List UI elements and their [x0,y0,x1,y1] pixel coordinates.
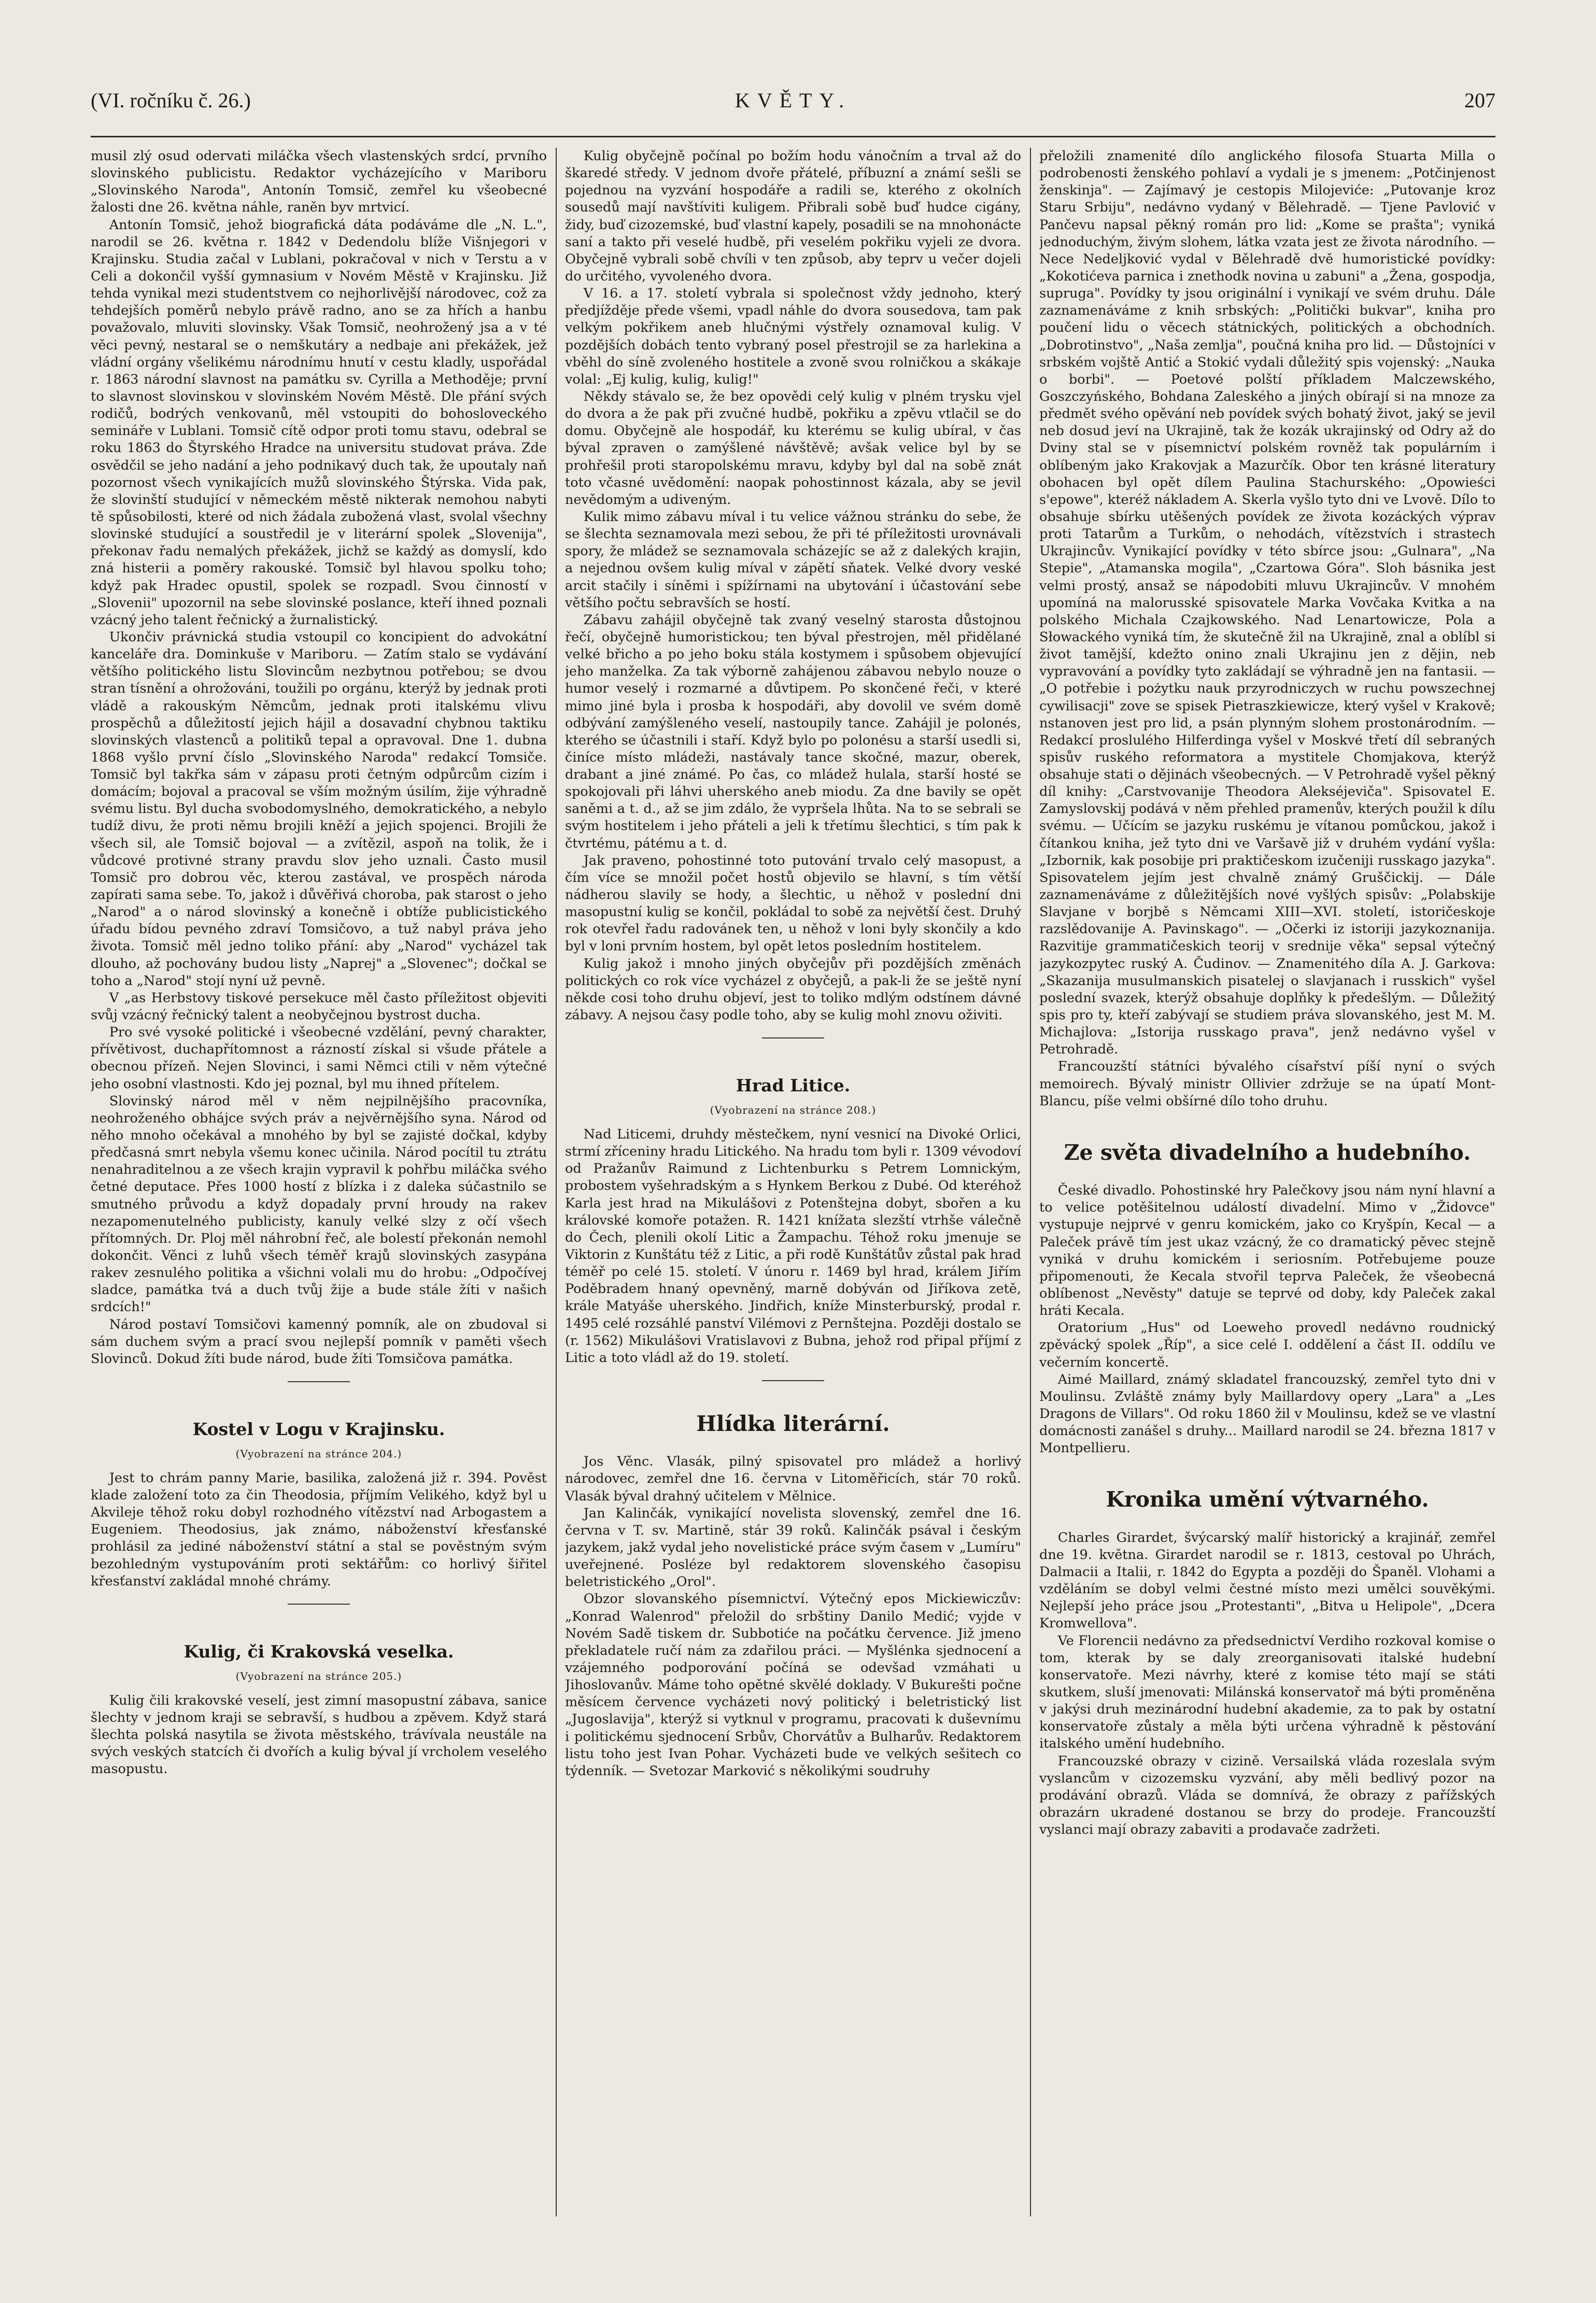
article-paragraph: Nad Liticemi, druhdy městečkem, nyní vesnicí na Divoké Orlici, strmí zříceniny hradu Litického. Na hradu tom byli r. 1309 vévodoví od Pražanův Raimund z Lichtenburku s Petrem Lomnickým, probostem vyšehradským a s Hynkem Berkou z Dubé. Od kteréhož Karla jest hrad na Mikulášovi z Potenštejna dobyt, sbořen a ku královské komoře potažen. R. 1421 knížata slezští vtrhše válečně do Čech, plenili okolí Litic a Žampachu. Téhož roku jmenuje se Viktorin z Kunštátu též z Litic, a při rodě Kunštátův zůstal pak hrad téměř po celé 15. století. V únoru r. 1469 byl hrad, králem Jiřím Poděbradem hnaný opevněný, marně dobýván od Jiříkova zetě, krále Matyáše uherského. Jindřich, kníže Minsterburský, prodal r. 1495 celé rozsáhlé panství Vilémovi z Pernštejna. Později dostalo se (r. 1562) Mikulášovi Vratislavovi z Bubna, jehož rod připal příjmí z Litic a toto vládl až do 19. století. [565,1127,1021,1366]
column-3 [1039,148,1495,2216]
column-2 [565,148,1021,2216]
article-paragraph: Ve Florencii nedávno za předsednictví Verdiho rozkoval komise o tom, kterak by se daly zreorganisovati italské hudební konservatoře. Mezi návrhy, které z komise této mají se státi skutkem, sluší jmenovati: Milánská konservatoř má býti proměněna v jakýsi druh mezinárodní hudební akademie, za to pak by ostatní konservatoře zůstaly a měla býti určena výhradně k pěstování italského umění hudebního. [1039,1633,1495,1752]
article-paragraph: Aimé Maillard, známý skladatel francouzský, zemřel tyto dni v Moulinsu. Zvláště známy byly Maillardovy opery „Lara" a „Les Dragons de Villars". Od roku 1860 žil v Moulinsu, kdež se ve vlastní domácnosti zanášel s druhy... Maillard narodil se 24. března 1817 v Montpellieru. [1039,1371,1495,1456]
article-paragraph: Kulig čili krakovské veselí, jest zimní masopustní zábava, sanice šlechty v jednom kraji se sebravší, s hudbou a zpěvem. Když stará šlechta polská nasytila se života městského, trávívala neustále na svých veských statcích či dvořích a kulig býval jí vrcholem veselého masopustu. [91,1692,547,1777]
article-paragraph: Jos Věnc. Vlasák, pilný spisovatel pro mládež a horlivý národovec, zemřel dne 16. června v Litoměřicích, stár 70 roků. Vlasák býval drahný učitelem v Mělnice. [565,1454,1021,1504]
article-paragraph: Zábavu zahájil obyčejně tak zvaný veselný starosta důstojnou řečí, obyčejně humoristickou; ten býval přestrojen, měl přidělané velké břicho a po jeho boku stála kostymem i spůsobem objevující jeho manželka. Za tak výborně zahájenou zábavou nebylo nouze o humor veselý i rozmarné a důvtipem. Po skončené řeči, v které mimo jiné byla i prosba k hospodáři, aby dovolil ve svém domě odbývání zamýšleného veselí, nastoupily tance. Zahájil je polonés, kterého se účastnili i staří. Když bylo po polonésu a starší usedli si, činíce místo mládeži, nastávaly tance skočné, mazur, oberek, drabant a jiné známé. Po čas, co mládež hulala, starší hosté se spokojovali při láhvi uherského aneb miodu. Za dne bavily se opět saněmi a t. d., až se jim zdálo, že vypršela lhůta. Na to se sebrali se svým hostitelem i jeho přáteli a jeli k třetímu šlechtici, s tím pak k čtvrtému, pátému a t. d. [565,612,1021,851]
article-paragraph: Charles Girardet, švýcarský malíř historický a krajinář, zemřel dne 19. května. Girardet narodil se r. 1813, cestoval po Uhrách, Dalmacii a Italii, r. 1842 do Egypta a později do Španěl. Vlohami a vzděláním se dobyl velmi čestné místo mezi umělci souvěkými. Nejlepší jeho práce jsou „Protestanti", „Bitva u Helipole", „Dcera Kromwellova". [1039,1529,1495,1632]
issue-label: (VI. ročníku č. 26.) [91,89,251,112]
article-paragraph: Ukončiv právnická studia vstoupil co koncipient do advokátní kanceláře dra. Dominkuše v Mariboru. — Zatím stalo se vydávání většího politického listu Slovincům nezbytnou potřebou; se dvou stran tísnění a ohrožováni, toužili po orgánu, kterýž by jednak proti vládě a rakouským Němcům, jednak proti italskému vlivu prospěchů a důležitostí jejich hájil a dosavadní chybnou taktiku slovinských vlastenců a politiků tepal a opravoval. Dne 1. dubna 1868 vyšlo první číslo „Slovinského Naroda" redakcí Tomsiče. Tomsič byl takřka sám v zápasu proti četným odpůrcům cizím i domácím; bojoval a pracoval se vším možným úsilím, žije výhradně svému listu. Byl ducha svobodomyslného, demokratického, a nebylo tudíž divu, že proti němu brojili kněží a jejich spojenci. Brojili že všech sil, ale Tomsič bojoval — a zvítězil, aspoň na tolik, že i vůdcové protivné strany pravdu slov jeho uznali. Často musil Tomsič pro dobrou věc, kterou zastával, ve prospěch národa zapírati sama sebe. To, jakož i důvěřivá choroba, pak starost o jeho „Narod" a o národ slovinský a konečně i obtíže publicistického úřadu bídou pevného zdraví Tomsičovo, a tuž nabyl práva jeho života. Tomsič měl jedno toliko přání: aby „Narod" vycházel tak dlouho, až pochovány budou listy „Naprej" a „Slovenec"; dočkal se toho a „Narod" stojí nyní už pevně. [91,629,547,989]
article-paragraph: Někdy stávalo se, že bez opovědi celý kulig v plném trysku vjel do dvora a že pak při zvučné hudbě, pokřiku a zpěvu vtlačil se do domu. Obyčejně ale hospodář, ku kterému se kulig ubíral, v čas býval zpraven o zamýšlené návštěvě; avšak velice byl by se prohřešil proti staropolskému mravu, kdyby byl dal na sobě znát toto včasné uvědomění: naopak pohostinnost kázala, aby se jevil nevědomým a udiveným. [565,388,1021,508]
article-paragraph: V 16. a 17. století vybrala si společnost vždy jednoho, který předjížděje přede všemi, vpadl náhle do dvora sousedova, tam pak velkým pokřikem aneb hlučnými výstřely oznamoval kulig. V pozdějších dobách tento vybraný posel přestrojil se za harlekina a vběhl do síně zvoleného hostitele a zvoně svou rolničkou a skákaje volal: „Ej kulig, kulig, kulig!" [565,286,1021,387]
page-number: 207 [1464,89,1495,112]
article-paragraph: Slovinský národ měl v něm nejpilnějšího pracovníka, neohroženého obhájce svých práv a nejvěrnějšího syna. Národ od něho mnoho očekával a mnohého by byl se zajisté dočkal, kdyby předčasná smrt nebyla všemu konec učinila. Národ pocítil tu ztrátu nenahraditelnou a ze všech krajin vypravil k pohřbu miláčka svého četné deputace. Přes 1000 hostí z blízka i z daleka súčastnilo se smutného průvodu a když dopadaly první hroudy na rakev nezapomenutelného publicisty, kanuly velké slzy z očí všech přítomných. Dr. Ploj měl náhrobní řeč, ale bolestí překonán nemohl dokončit. Věnci z luhů všech téměř krajů slovinských zasypána rakev zesnulého politika a všichni volali mu do hrobu: „Odpočívej sladce, památka tvá a duch tvůj žije a bude stále žíti v našich srdcích!" [91,1093,547,1315]
article-paragraph: Antonín Tomsič, jehož biografická dáta podáváme dle „N. L.", narodil se 26. května r. 1842 v Dedendolu blíže Višnjegori v Krajinsku. Studia začal v Lublani, pokračoval v nich v Terstu a v Celi a dokončil vyšší gymnasium v Novém Městě v Krajinsku. Již tehda vynikal mezi studentstvem co nejhorlivější národovec, což za tehdejších poměrů nebylo právě radno, ano se za hřích a hanbu považovalo, mluviti slovinsky. Však Tomsič, neohrožený jsa a v té věci pevný, nestaral se o nemškutáry a nedbaje ani překážek, jež vládní orgány všelikému národnímu hnutí v cestu kladly, uspořádal r. 1863 národní slavnost na památku sv. Cyrilla a Methoděje; první to slavnost slovinskou v slovinském Novém Městě. Dle přání svých rodičů, bodrých venkovanů, měl vstoupiti do bohosloveckého semináře v Lublani. Tomsič cítě odpor proti tomu stavu, odebral se roku 1863 do Štyrského Hradce na universitu studovat práva. Zde osvědčil se jeho nadání a jeho podnikavý duch tak, že upoutaly naň pozornost všech vynikajících mužů slovinského Štýrska. Vida pak, že slovinští studující v německém městě nikterak nemohou nabyti tě spůsobilosti, které od nich žádala zubožená vlast, svolal všechny slovinské studující a soustředil je v literární spolek „Slovenija", překonav řadu nemalých překážek, jichž se každý as domyslí, kdo zná histerii a poměry rakouské. Tomsič byl hlavou spolku toho; když pak Hradec opustil, spolek se rozpadl. Svou činností v „Slovenii" upozornil na sebe slovinské poslance, kteří ihned poznali vzácný jeho talent řečnický a žurnalistický. [91,217,547,628]
article-paragraph: Jan Kalinčák, vynikající novelista slovenský, zemřel dne 16. června v T. sv. Martině, stár 39 roků. Kalinčák psával i českým jazykem, jakž vydal jeho novelistické práce svým časem v „Lumíru" uveřejnené. Posléze byl redaktorem slovenského časopisu beletristického „Orol". [565,1505,1021,1590]
section-title-hlidka: Hlídka literární. [696,1411,890,1437]
article-paragraph: Jak praveno, pohostinné toto putování trvalo celý masopust, a čím více se množil počet hostů objevilo se hlavní, s tím větší nádherou slavily se hody, a šlechtic, u něhož v poslední dni masopustní kulig se končil, pokládal to sobě za největší čest. Druhý rok otevřel řadu radovánek ten, u něhož v loni byly skončily a kdo byl v loni prvním hostem, byl opět letos posledním hostitelem. [565,852,1021,954]
section-subtitle: (Vyobrazení na stránce 205.) [235,1669,402,1682]
section-title-divadlo: Ze světa divadelního a hudebního. [1064,1140,1471,1165]
article-paragraph: Jest to chrám panny Marie, basilika, založená již r. 394. Pověst klade založení toto za čin Theodosia, příjmím Velikého, když byl u Akvileje těhož roku dobyl rozhodného vítězství nad Arbogastem a Eugeniem. Theodosius, jak známo, náboženství křesťanské prohlásil za jediné náboženství státní a stal se pověstným svým bezohledným vystupováním proti sektářům: co horlivý šiřitel křesťanství zakládal mnohé chrámy. [91,1470,547,1589]
article-paragraph: Kulik mimo zábavu míval i tu velice vážnou stránku do sebe, že se šlechta seznamovala mezi sebou, že při té příležitosti urovnávali spory, že mládež se seznamovala scházejíc se až z dalekých krajin, a nejednou ovšem kulig míval v zápětí sňatek. Velké dvory veské arcit stačily i síněmi i spížírnami na ubytování i účastování sebe většího počtu sebravších se hostí. [565,509,1021,611]
article-paragraph: Obzor slovanského písemnictví. Výtečný epos Mickiewiczův: „Konrad Walenrod" přeložil do srbštiny Danilo Medić; vyjde v Novém Sadě tiskem dr. Subbotiće na počátku července. Již jmeno překladatele ručí nám za zdařilou práci. — Myšlénka sjednocení a vzájemného podporování počíná se odevšad vzmáhati u Jihoslovanův. Máme toho opětné skvělé doklady. V Bukurešti počne měsícem července vycházeti nový politický i beletristický list „Jugoslavija", kterýž si vytknul v programu, pracovati k duševnímu i politickému sjednocení Srbův, Chorvátův a Bulharův. Redaktorem listu toho jest Ivan Pohar. Vycházeti bude ve velkých sešitech co týdenník. — Svetozar Marković s několikými soudruhy [565,1591,1021,1779]
section-title-kronika: Kronika umění výtvarného. [1106,1487,1429,1512]
article-paragraph: Kulig jakož i mnoho jiných obyčejův při pozdějších změnách politických co rok více vycházel z obyčejů, a pak-li že se ještě nyní někde cosi toho druhu objeví, jest to toliko mdlým odstínem dávné zábavy. A nejsou časy podle toho, aby se kulig mohl znovu oživiti. [565,956,1021,1023]
section-title-kostel: Kostel v Logu v Krajinsku. [192,1419,445,1439]
columns [91,148,1495,2222]
section-title-hrad: Hrad Litice. [736,1075,851,1096]
running-head [91,88,1495,119]
section-divider [762,1037,824,1038]
article-paragraph: musil zlý osud odervati miláčka všech vlastenských srdcí, prvního slovinského publicistu. Redaktor vycházejícího v Mariboru „Slovinského Naroda", Antonín Tomsič, zemřel ku všeobecné žalosti dne 26. května náhle, raněn byv mrtvicí. [91,148,547,216]
column-rule [556,148,557,2216]
section-title-kulig: Kulig, či Krakovská veselka. [183,1641,454,1662]
article-paragraph: Kulig obyčejně počínal po božím hodu vánočním a trval až do škaredé středy. V jednom dvoře přátelé, příbuzní a známí sešli se pojednou na vyzvání hospodáře a radili se, kterého z okolních sousedů mají navštíviti kuligem. Přibrali sobě buď hudce cigány, židy, buď cizozemské, buď vlastní kapely, posadili se na mnohonácte saní a takto při veselé hudbě, při veselém pokřiku vyjeli ze dvora. Obyčejně vybrali sobě chvíli v ten způsob, aby teprv u večer dojeli do určitého, vyvoleného dvora. [565,148,1021,284]
section-divider [762,1380,824,1381]
article-paragraph: V „as Herbstovy tiskové persekuce měl často příležitost objeviti svůj vzácný řečnický talent a neobyčejnou bystrost ducha. [91,990,547,1023]
column-rule [1030,148,1031,2216]
article-paragraph: České divadlo. Pohostinské hry Palečkovy jsou nám nyní hlavní a to velice potěšitelnou událostí divadelní. Mimo v „Židovce" vystupuje nejprvé v genru komickém, jako co Kryšpín, Kecal — a Paleček právě tím jest ukaz vzácný, že co dramatický pěvec stejně vyniká v druhu komickém i seriosním. Potřebujeme pouze připomenouti, že Kecala stvořil teprva Paleček, že všeobecná oblíbenost „Nevěsty" datuje se teprvé od doby, kdy Paleček zakal hráti Kecala. [1039,1183,1495,1319]
article-paragraph: Národ postaví Tomsičovi kamenný pomník, ale on zbudoval si sám duchem svým a prací svou nejlepší pomník v paměti všech Slovinců. Dokud žíti bude národ, bude žíti Tomsičova památka. [91,1316,547,1367]
masthead-title: KVĚTY. [735,89,852,112]
header-rule [91,136,1495,137]
section-divider [288,1381,350,1382]
article-paragraph: Oratorium „Hus" od Loeweho provedl nedávno roudnický zpěvácký spolek „Říp", a sice celé I. oddělení a část II. oddílu ve večerním koncertě. [1039,1320,1495,1370]
article-paragraph: Pro své vysoké politické i všeobecné vzdělání, pevný charakter, přívětivost, duchapřítomnost a rázností získal si všude přátele a obecnou přízeň. Nejen Slovinci, i sami Němci ctili v něm výtečné jeho osobní vlastnosti. Kdo jej poznal, byl mu ihned přítelem. [91,1024,547,1092]
article-paragraph: Francouzské obrazy v cizině. Versailská vláda rozeslala svým vyslancům v cizozemsku vyzvání, aby měli bedlivý pozor na prodávání obrazů. Vláda se domnívá, že obrazy z pařížských obrazárn ukradené dostanou se brzy do prodeje. Francouzští vyslanci mají obrazy zabaviti a prodavače zadržeti. [1039,1753,1495,1838]
article-paragraph: Francouzští státníci bývalého císařství píší nyní o svých memoirech. Bývalý ministr Ollivier zdržuje se na úpatí Mont-Blancu, píše velmi obšírné dílo toho druhu. [1039,1059,1495,1109]
section-subtitle: (Vyobrazení na stránce 204.) [235,1447,402,1460]
article-paragraph: přeložili znamenité dílo anglického filosofa Stuarta Milla o podrobenosti ženského pohlaví a vydali je s jmenem: „Potčinjenost ženskinja". — Zajímavý je cestopis Milojeviće: „Putovanje kroz Staru Srbiju", nedávno vydaný v Bělehradě. — Tjene Pavlović v Pančevu napsal pěkný román pro lid: „Kome se prašta"; vyniká jednoduchým, živým slohem, látka vzata jest ze života národního. — Nece Nedeljković vydal v Bělehradě dvě humoristické povídky: „Kokotićeva parnica i znethodk novina u zabuni" a „Žena, gospodja, supruga". Povídky ty jsou originální i vynikají ve svém druhu. Dále zaznamenáváme z knih srbských: „Politički bukvar", kniha pro poučení lidu o věcech státnických, politických a obchodních. „Dobrotinstvo", „Naša zemlja", poučná kniha pro lid. — Důstojníci v srbském vojště Antić a Stokić vydali důležitý spis vojenský: „Nauka o borbi". — Poetové polští příkladem Malczewského, Goszczyńského, Bohdana Zaleského a jiných obírají si na mnoze za předmět svého opěvání neb povídek svých bohatý život, jaký se jevil neb dosud jeví na Ukrajině, tak že kozák ukrajinský od Odry až do Dviny stal se v písemnictví polském rovněž tak populárním i oblíbeným jako Krakovjak a Mazurčík. Obor ten krásné literatury obohacen byl opět dílem Paulina Stachurského: „Opowieści s'epowe", kteréž nákladem A. Skerla vyšlo tyto dni ve Lvově. Dílo to obsahuje sbírku utěšených povídek ze života kozáckých výprav proti Tatarům a Turkům, o nehodách, vítězstvích i strastech Ukrajincův. Vynikající povídky v této sbírce jsou: „Gulnara", „Na Stepie", „Atamanska mogila", „Czartowa Góra". Sloh básnika jest velmi prostý, ansaž se nápodobiti mluvu Ukrajincův. V mnohém upomíná na malorusské spisovatele Marka Vovčaka Kvitka a na polského Michala Czajkowského. Nad Lenartowicze, Pola a Słowackého vyniká tím, že skutečně žil na Ukrajině, znal a oblíbl si život tamější, kdežto onino znali Ukrajinu jen z dějin, neb vypravování a povídky tyto zakládají se výhradně jen na fantasii. — „O potřebie i pożytku nauk przyrodniczych w ruchu powszechnej cywilisacji" zove se spisek Pietraszkiewicze, který vyšel v Krakově; nstanoven jest pro lid, a psán plynným slohem prostonárodním. — Redakcí proslulého Hilferdinga vyšel v Moskvé třetí díl sebraných spisův ruského reformatora a mystitele Chomjakova, kterýž obsahuje stati o dějinách všeobecných. — V Petrohradě vyšel pěkný díl knihy: „Carstvovanije Theodora Alekséjeviča". Spisovatel E. Zamyslovskij podává v něm přehled pramenův, kterých použil k dílu svému. — Učícím se jazyku ruskému je vítanou pomůckou, jakož i čítankou kniha, jež tyto dni ve Varšavě již v druhém vydání vyšla: „Izbornik, kak posobije pri praktičeskom izučeniji russkago jazyka". Spisovatelem jejím jest chvalně známý Gruščickij. — Dále zaznamenáváme z důležitějších nové vyšlých spisův: „Polabskije Slavjane v borjbě s Němcami XIII—XVI. století, istoričeskoje razslědovanije A. Pavinskago". — „Očerki iz istoriji jazykoznanija. Razvitije grammatičeskich teorij v srednije věka" sepsal výtečný jazykozpytec ruský A. Čudinov. — Znamenitého díla A. J. Garkova: „Skazanija musulmanskich pisatelej o slavjanach i russkich" vyšel poslední svazek, kterýž obsahuje doplňky k předešlým. — Důležitý spis pro ty, kteří zabývají se studiem práva slovanského, jest M. M. Michajlova: „Istorija russkago prava", jenž nedávno vyšel v Petrohradě. [1039,148,1495,1058]
column-1 [91,148,547,2216]
section-divider [288,1604,350,1605]
section-subtitle: (Vyobrazení na stránce 208.) [710,1104,877,1117]
